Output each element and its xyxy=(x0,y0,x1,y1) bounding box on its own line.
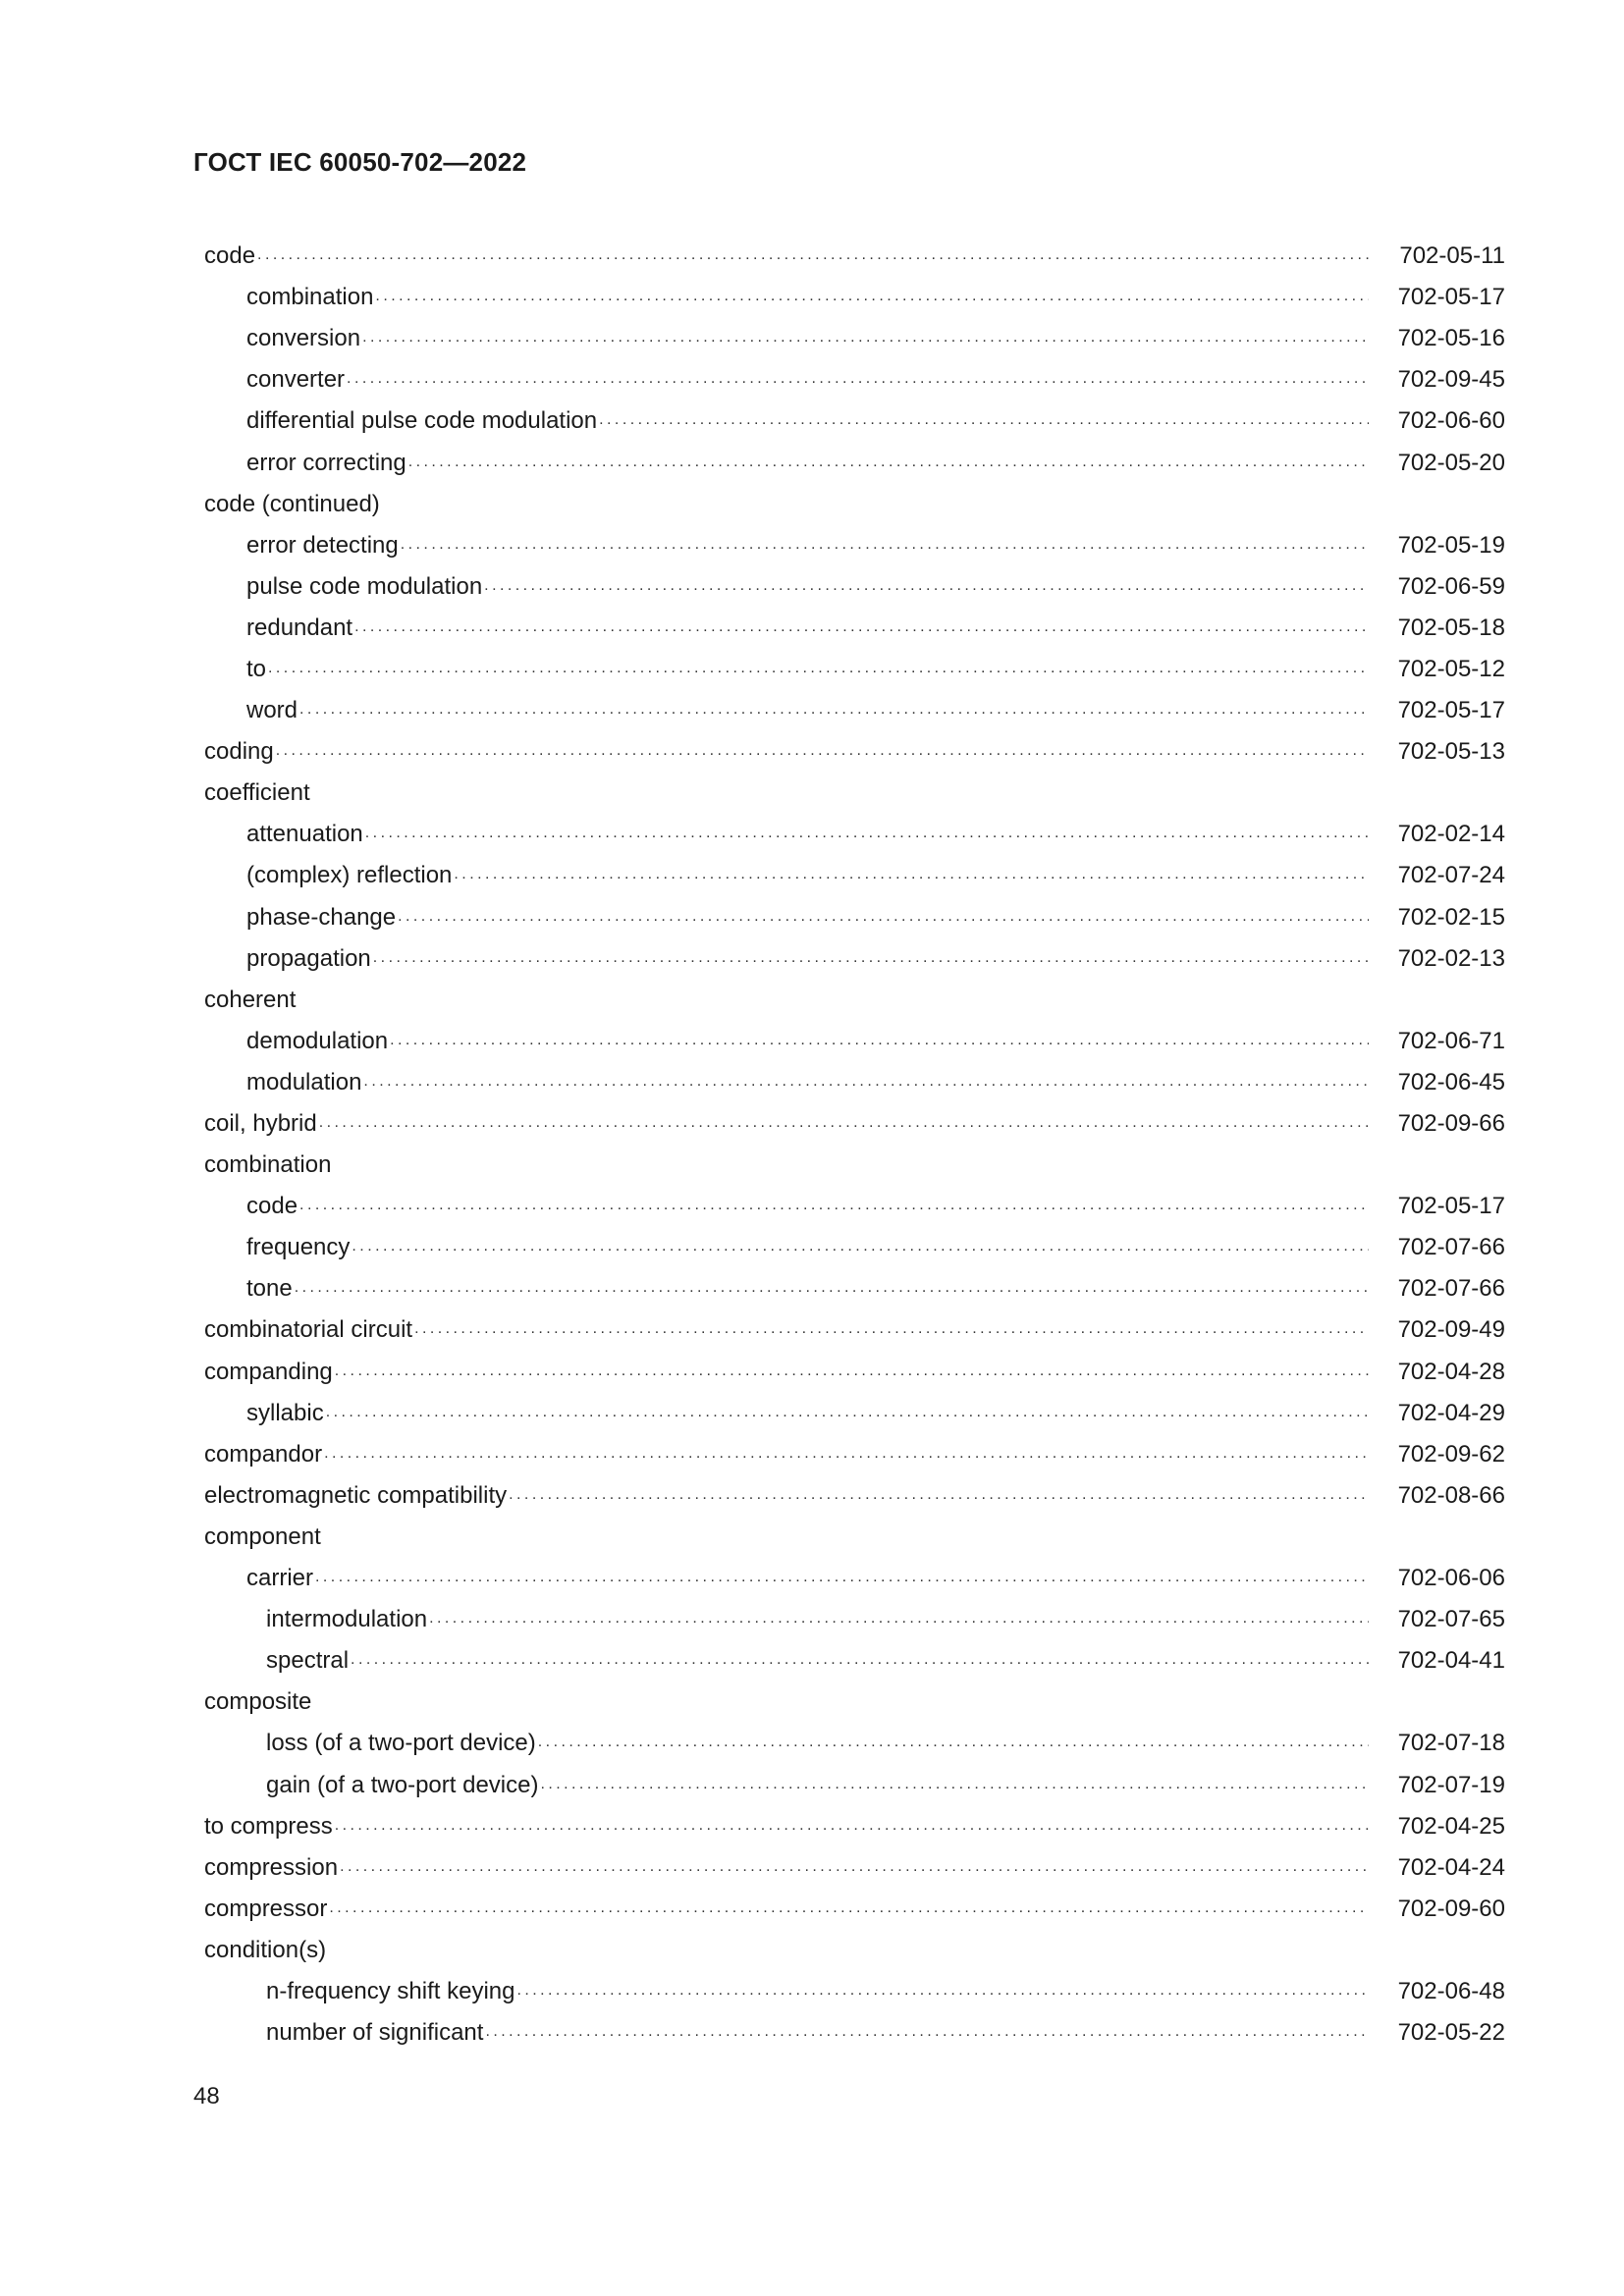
index-entry xyxy=(204,1309,1505,1351)
dot-leader xyxy=(516,1980,1369,2003)
index-entry xyxy=(204,1806,1505,1847)
index-reference: 702-05-11 xyxy=(1399,242,1505,270)
index-entry xyxy=(204,1186,1505,1227)
document-header: ГОСТ IEC 60050-702—2022 xyxy=(193,147,527,177)
index-term: word xyxy=(246,697,298,724)
index-entry xyxy=(204,649,1505,690)
index-term: compressor xyxy=(204,1895,328,1922)
dot-leader xyxy=(352,1236,1369,1259)
dot-leader xyxy=(268,658,1369,681)
index-term: condition(s) xyxy=(204,1936,327,1963)
index-term: loss (of a two-port device) xyxy=(266,1730,536,1757)
index-term: coefficient xyxy=(204,779,310,807)
dot-leader xyxy=(295,1277,1369,1301)
index-entry xyxy=(204,566,1505,608)
index-reference: 702-05-13 xyxy=(1397,738,1505,766)
index-reference: 702-04-24 xyxy=(1397,1853,1505,1881)
index-entry xyxy=(204,1682,1505,1723)
index-entry xyxy=(204,1434,1505,1475)
index-term: differential pulse code modulation xyxy=(246,407,598,435)
index-reference: 702-08-66 xyxy=(1397,1481,1505,1509)
index-entry xyxy=(204,1021,1505,1062)
index-reference: 702-07-19 xyxy=(1397,1771,1505,1798)
dot-leader xyxy=(319,1112,1369,1136)
index-entry xyxy=(204,277,1505,318)
index-reference: 702-05-17 xyxy=(1397,284,1505,311)
index-entry xyxy=(204,1227,1505,1268)
dot-leader xyxy=(414,1318,1369,1342)
dot-leader xyxy=(354,616,1369,640)
index-term: converter xyxy=(246,366,346,394)
index-entry xyxy=(204,1723,1505,1764)
dot-leader xyxy=(408,452,1369,475)
index-reference: 702-05-16 xyxy=(1397,325,1505,352)
dot-leader xyxy=(315,1567,1369,1590)
dot-leader xyxy=(484,575,1369,599)
index-term: compandor xyxy=(204,1440,323,1468)
dot-leader xyxy=(335,1361,1369,1384)
index-reference: 702-02-15 xyxy=(1397,903,1505,931)
index-reference: 702-04-28 xyxy=(1397,1358,1505,1385)
index-term: to compress xyxy=(204,1812,333,1840)
index-entry xyxy=(204,1640,1505,1682)
index-entry xyxy=(204,400,1505,442)
index-entry xyxy=(204,1268,1505,1309)
index-reference: 702-02-14 xyxy=(1397,821,1505,848)
dot-leader xyxy=(363,1071,1369,1095)
index-term: spectral xyxy=(266,1647,350,1675)
index-entry xyxy=(204,980,1505,1021)
index-entry xyxy=(204,773,1505,814)
dot-leader xyxy=(347,368,1369,392)
index-entry xyxy=(204,236,1505,277)
index-term: carrier xyxy=(246,1565,314,1592)
index-term: companding xyxy=(204,1358,333,1385)
index-term: to xyxy=(246,655,267,682)
index-entry xyxy=(204,814,1505,855)
index-entry xyxy=(204,359,1505,400)
index-reference: 702-06-45 xyxy=(1397,1068,1505,1095)
index-term: composite xyxy=(204,1688,312,1716)
index-term: phase-change xyxy=(246,903,397,931)
index-reference: 702-07-65 xyxy=(1397,1606,1505,1633)
dot-leader xyxy=(509,1484,1369,1508)
index-reference: 702-09-62 xyxy=(1397,1440,1505,1468)
dot-leader xyxy=(454,864,1369,887)
index-term: combination xyxy=(204,1151,332,1179)
index-reference: 702-05-22 xyxy=(1397,2019,1505,2047)
index-term: combinatorial circuit xyxy=(204,1316,413,1344)
index-reference: 702-05-17 xyxy=(1397,697,1505,724)
dot-leader xyxy=(351,1649,1369,1673)
index-reference: 702-07-66 xyxy=(1397,1275,1505,1303)
index-entry xyxy=(204,1393,1505,1434)
index-term: intermodulation xyxy=(266,1606,428,1633)
index-entry xyxy=(204,690,1505,731)
index-reference: 702-02-13 xyxy=(1397,944,1505,972)
dot-leader xyxy=(390,1030,1369,1053)
index-term: compression xyxy=(204,1853,339,1881)
index-reference: 702-07-24 xyxy=(1397,862,1505,889)
dot-leader xyxy=(365,823,1369,846)
index-entry xyxy=(204,938,1505,980)
index-entry xyxy=(204,1599,1505,1640)
dot-leader xyxy=(324,1443,1369,1467)
dot-leader xyxy=(375,286,1369,309)
index-entry xyxy=(204,608,1505,649)
index-entry xyxy=(204,1145,1505,1186)
index-entry xyxy=(204,1062,1505,1103)
index-term: code (continued) xyxy=(204,490,380,517)
term-index xyxy=(204,236,1505,2054)
index-term: demodulation xyxy=(246,1027,389,1054)
index-term: tone xyxy=(246,1275,293,1303)
index-term: redundant xyxy=(246,614,353,641)
index-entry xyxy=(204,484,1505,525)
index-term: coil, hybrid xyxy=(204,1110,317,1138)
page-number: 48 xyxy=(193,2083,220,2109)
index-reference: 702-07-66 xyxy=(1397,1234,1505,1261)
index-entry xyxy=(204,731,1505,773)
index-term: number of significant xyxy=(266,2019,484,2047)
index-reference: 702-04-25 xyxy=(1397,1812,1505,1840)
index-entry xyxy=(204,855,1505,896)
index-reference: 702-06-60 xyxy=(1397,407,1505,435)
index-term: gain (of a two-port device) xyxy=(266,1771,539,1798)
dot-leader xyxy=(398,906,1369,930)
dot-leader xyxy=(401,534,1369,558)
index-term: modulation xyxy=(246,1068,362,1095)
index-reference: 702-09-49 xyxy=(1397,1316,1505,1344)
index-reference: 702-09-45 xyxy=(1397,366,1505,394)
index-entry xyxy=(204,318,1505,359)
dot-leader xyxy=(538,1732,1369,1755)
index-term: (complex) reflection xyxy=(246,862,453,889)
index-reference: 702-06-71 xyxy=(1397,1027,1505,1054)
index-reference: 702-07-18 xyxy=(1397,1730,1505,1757)
index-entry xyxy=(204,1475,1505,1517)
index-reference: 702-05-19 xyxy=(1397,531,1505,559)
dot-leader xyxy=(329,1897,1369,1921)
index-entry xyxy=(204,1103,1505,1145)
dot-leader xyxy=(257,244,1369,268)
index-term: code xyxy=(204,242,256,270)
index-reference: 702-06-48 xyxy=(1397,1977,1505,2004)
index-entry xyxy=(204,1930,1505,1971)
index-entry xyxy=(204,1764,1505,1805)
dot-leader xyxy=(485,2021,1369,2045)
dot-leader xyxy=(276,740,1369,764)
index-entry xyxy=(204,2012,1505,2054)
index-reference: 702-06-06 xyxy=(1397,1565,1505,1592)
dot-leader xyxy=(599,409,1369,433)
index-term: attenuation xyxy=(246,821,363,848)
index-reference: 702-05-12 xyxy=(1397,655,1505,682)
index-term: frequency xyxy=(246,1234,351,1261)
index-reference: 702-05-20 xyxy=(1397,449,1505,476)
dot-leader xyxy=(429,1608,1369,1631)
index-term: code xyxy=(246,1193,298,1220)
index-term: error detecting xyxy=(246,531,399,559)
dot-leader xyxy=(362,327,1369,350)
index-entry xyxy=(204,897,1505,938)
index-entry xyxy=(204,1847,1505,1889)
index-entry xyxy=(204,1971,1505,2012)
dot-leader xyxy=(326,1402,1369,1425)
index-term: propagation xyxy=(246,944,371,972)
dot-leader xyxy=(299,1195,1369,1218)
index-reference: 702-09-60 xyxy=(1397,1895,1505,1922)
index-term: combination xyxy=(246,284,374,311)
index-term: pulse code modulation xyxy=(246,572,483,600)
dot-leader xyxy=(335,1815,1369,1839)
index-term: error correcting xyxy=(246,449,406,476)
index-reference: 702-06-59 xyxy=(1397,572,1505,600)
dot-leader xyxy=(373,947,1369,971)
dot-leader xyxy=(299,699,1369,722)
dot-leader xyxy=(540,1774,1369,1797)
index-reference: 702-09-66 xyxy=(1397,1110,1505,1138)
index-reference: 702-04-41 xyxy=(1397,1647,1505,1675)
index-term: n-frequency shift keying xyxy=(266,1977,515,2004)
index-term: electromagnetic compatibility xyxy=(204,1481,508,1509)
index-term: syllabic xyxy=(246,1399,324,1426)
index-reference: 702-05-18 xyxy=(1397,614,1505,641)
index-entry xyxy=(204,525,1505,566)
index-entry xyxy=(204,1889,1505,1930)
index-entry xyxy=(204,1517,1505,1558)
index-term: coding xyxy=(204,738,274,766)
index-term: coherent xyxy=(204,986,297,1013)
index-entry xyxy=(204,442,1505,483)
index-entry xyxy=(204,1352,1505,1393)
index-entry xyxy=(204,1558,1505,1599)
index-term: conversion xyxy=(246,325,361,352)
index-term: component xyxy=(204,1522,321,1550)
index-reference: 702-05-17 xyxy=(1397,1193,1505,1220)
dot-leader xyxy=(340,1856,1369,1880)
index-reference: 702-04-29 xyxy=(1397,1399,1505,1426)
